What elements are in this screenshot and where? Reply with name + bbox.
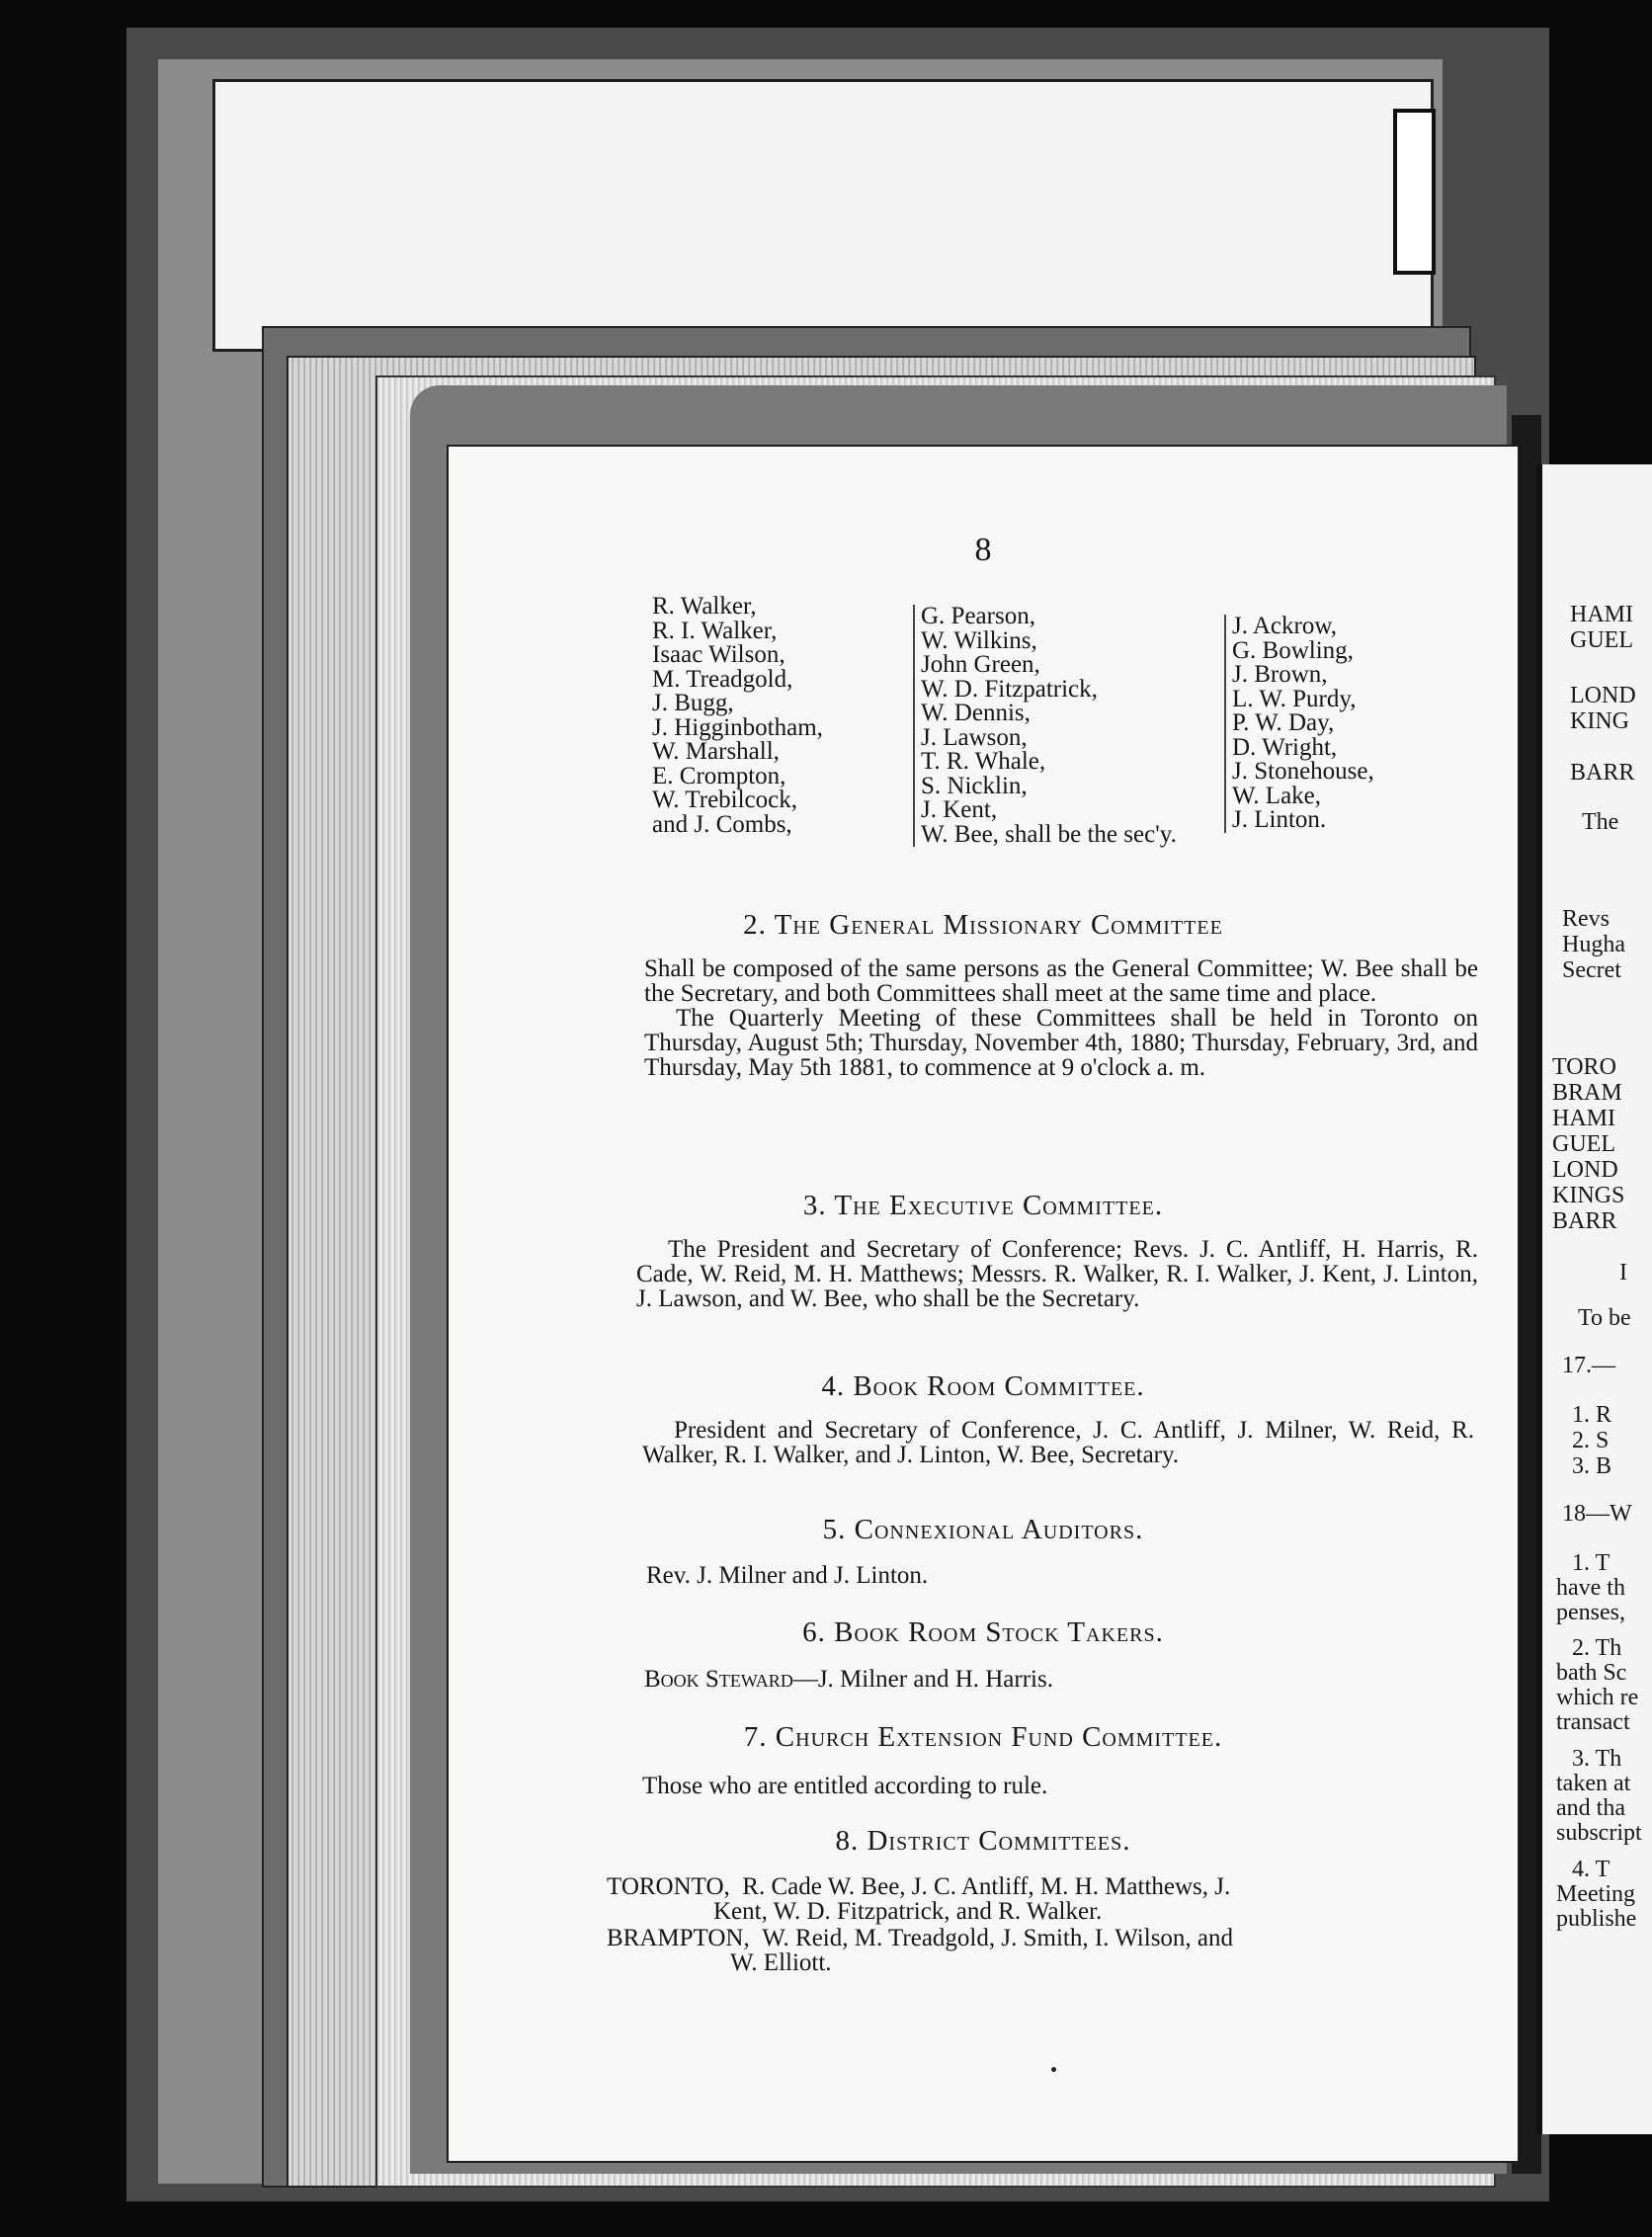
facing-page-text-fragment: KING [1570, 708, 1629, 734]
ink-speck [1051, 2067, 1056, 2072]
member-name: W. Marshall, [652, 738, 780, 765]
member-column-2 [913, 605, 1177, 847]
section-heading-book-room: 4. Book Room Committee. [821, 1370, 1145, 1402]
district-members-cont: Kent, W. D. Fitzpatrick, and R. Walker. [713, 1898, 1103, 1925]
facing-page-text-fragment: which re [1556, 1685, 1639, 1710]
facing-page-text-fragment: transact [1556, 1709, 1630, 1735]
member-name: W. Wilkins, [921, 626, 1037, 654]
section-body-general-missionary [644, 956, 1478, 1080]
member-name: G. Pearson, [921, 603, 1035, 629]
section-heading-church-extension: 7. Church Extension Fund Committee. [743, 1721, 1223, 1753]
district-members: W. Reid, M. Treadgold, J. Smith, I. Wilson, and [762, 1925, 1234, 1951]
facing-page-text-fragment: 3. Th [1572, 1746, 1622, 1772]
book-steward-label: Book Steward [644, 1666, 793, 1693]
paragraph: The Quarterly Meeting of these Committees shall be held in Toronto on Thursday, August 5th; Thursday, November 4th, 1880; Thursday, February, 3rd, and Thursday, May 5th 1881, to commence at 9 o'clock a. m. [644, 1005, 1478, 1081]
facing-page-text-fragment: 4. T [1572, 1857, 1611, 1882]
district-entry-toronto [607, 1874, 1230, 1924]
member-name: M. Treadgold, [652, 665, 793, 693]
facing-page-text-fragment: I [1619, 1260, 1627, 1285]
stock-takers-names: —J. Milner and H. Harris. [792, 1666, 1053, 1693]
facing-page-text-fragment: penses, [1556, 1600, 1625, 1625]
facing-page-text-fragment: 2. S [1572, 1428, 1610, 1453]
member-name: S. Nicklin, [921, 772, 1028, 799]
member-name: J. Linton. [1232, 806, 1327, 833]
insert-tab [1393, 109, 1436, 275]
facing-page-text-fragment: publishe [1556, 1906, 1637, 1932]
member-name: W. Bee, shall be the sec'y. [921, 820, 1177, 848]
facing-page-text-fragment: TORO [1552, 1054, 1616, 1080]
member-name: John Green, [921, 651, 1040, 678]
section-heading-district-committees: 8. District Committees. [835, 1825, 1131, 1857]
member-name: J. Stonehouse, [1232, 758, 1374, 785]
facing-page-text-fragment: The [1582, 809, 1619, 835]
facing-page-text-fragment: 18—W [1562, 1501, 1632, 1527]
member-name: J. Brown, [1232, 661, 1328, 688]
facing-page-text-fragment: bath Sc [1556, 1660, 1627, 1686]
member-name: and J. Combs, [652, 810, 792, 838]
facing-page-text-fragment: and tha [1556, 1795, 1625, 1821]
section-heading-auditors: 5. Connexional Auditors. [822, 1514, 1144, 1545]
facing-page-text-fragment: BRAM [1552, 1080, 1622, 1106]
member-name: J. Lawson, [921, 723, 1028, 751]
facing-page-text-fragment: 17.— [1562, 1353, 1615, 1378]
member-column-3 [1224, 615, 1374, 833]
facing-page-text-fragment: Secret [1562, 957, 1621, 983]
section-body-church-extension: Those who are entitled according to rule. [642, 1773, 1048, 1799]
section-body-stock-takers [644, 1667, 1053, 1692]
facing-page-text-fragment: GUEL [1570, 627, 1633, 653]
member-name: Isaac Wilson, [652, 641, 785, 668]
member-name: W. Dennis, [921, 700, 1031, 726]
member-name: J. Ackrow, [1232, 613, 1338, 639]
facing-page-text-fragment: KINGS [1552, 1183, 1625, 1208]
printed-page [447, 445, 1520, 2163]
facing-page-text-fragment: Revs [1562, 906, 1610, 932]
member-name: D. Wright, [1232, 733, 1338, 761]
section-heading-executive: 3. The Executive Committee. [802, 1190, 1164, 1221]
folded-insert-sheet [212, 79, 1434, 352]
member-name: J. Higginbotham, [652, 713, 823, 741]
member-name: L. W. Purdy, [1232, 685, 1357, 712]
facing-page-text-fragment: HAMI [1552, 1106, 1615, 1131]
member-name: E. Crompton, [652, 762, 786, 789]
paragraph: Shall be composed of the same persons as the General Committee; W. Bee shall be the Secretary, and both Committees shall meet at the same time and place. [644, 955, 1478, 1007]
facing-page-text-fragment: 3. B [1572, 1453, 1612, 1479]
member-name: G. Bowling, [1232, 636, 1354, 664]
section-body-book-room: President and Secretary of Conference, J. C. Antliff, J. Milner, W. Reid, R. Walker, R. I. Walker, and J. Linton, W. Bee, Secretary. [642, 1417, 1474, 1468]
member-name: W. Trebilcock, [652, 787, 797, 813]
district-name: TORONTO, [607, 1873, 730, 1900]
district-members: R. Cade W. Bee, J. C. Antliff, M. H. Matthews, J. [742, 1873, 1231, 1900]
district-entry-brampton [607, 1926, 1233, 1975]
member-name: W. Lake, [1232, 782, 1322, 809]
district-name: BRAMPTON, [607, 1925, 750, 1951]
section-heading-general-missionary: 2. The General Missionary Committee [743, 909, 1223, 941]
facing-page [1536, 464, 1652, 2134]
facing-page-text-fragment: HAMI [1570, 602, 1633, 627]
member-name: T. R. Whale, [921, 748, 1046, 775]
page-number: 8 [974, 532, 992, 568]
facing-page-text-fragment: 1. R [1572, 1402, 1612, 1428]
facing-page-text-fragment: To be [1578, 1305, 1631, 1331]
facing-page-text-fragment: LOND [1570, 683, 1636, 708]
facing-page-text-fragment: 1. T [1572, 1550, 1611, 1576]
section-body-auditors: Rev. J. Milner and J. Linton. [646, 1562, 929, 1589]
member-name: J. Bugg, [652, 690, 734, 716]
member-name: W. D. Fitzpatrick, [921, 675, 1098, 703]
member-name: J. Kent, [921, 796, 998, 823]
facing-page-text-fragment: BARR [1570, 760, 1635, 786]
section-body-executive: The President and Secretary of Conference; Revs. J. C. Antliff, H. Harris, R. Cade, W. Reid, M. H. Matthews; Messrs. R. Walker, R. I. Walker, J. Kent, J. Linton, J. Lawson, and W. Bee, who shall be the Secretary. [636, 1236, 1478, 1312]
member-name: R. I. Walker, [652, 617, 778, 644]
facing-page-text-fragment: taken at [1556, 1771, 1631, 1796]
facing-page-text-fragment: LOND [1552, 1157, 1618, 1183]
facing-page-text-fragment: 2. Th [1572, 1635, 1622, 1661]
section-heading-stock-takers: 6. Book Room Stock Takers. [802, 1616, 1164, 1648]
facing-page-text-fragment: GUEL [1552, 1131, 1615, 1157]
district-members-cont: W. Elliott. [730, 1949, 832, 1976]
facing-page-text-fragment: subscript [1556, 1820, 1642, 1846]
facing-page-text-fragment: BARR [1552, 1208, 1617, 1234]
committee-member-list [449, 595, 1518, 871]
member-name: R. Walker, [652, 593, 757, 620]
facing-page-text-fragment: have th [1556, 1575, 1625, 1601]
facing-page-text-fragment: Hugha [1562, 932, 1625, 957]
facing-page-text-fragment: Meeting [1556, 1881, 1635, 1907]
member-name: P. W. Day, [1232, 709, 1335, 736]
member-column-1 [652, 595, 823, 837]
